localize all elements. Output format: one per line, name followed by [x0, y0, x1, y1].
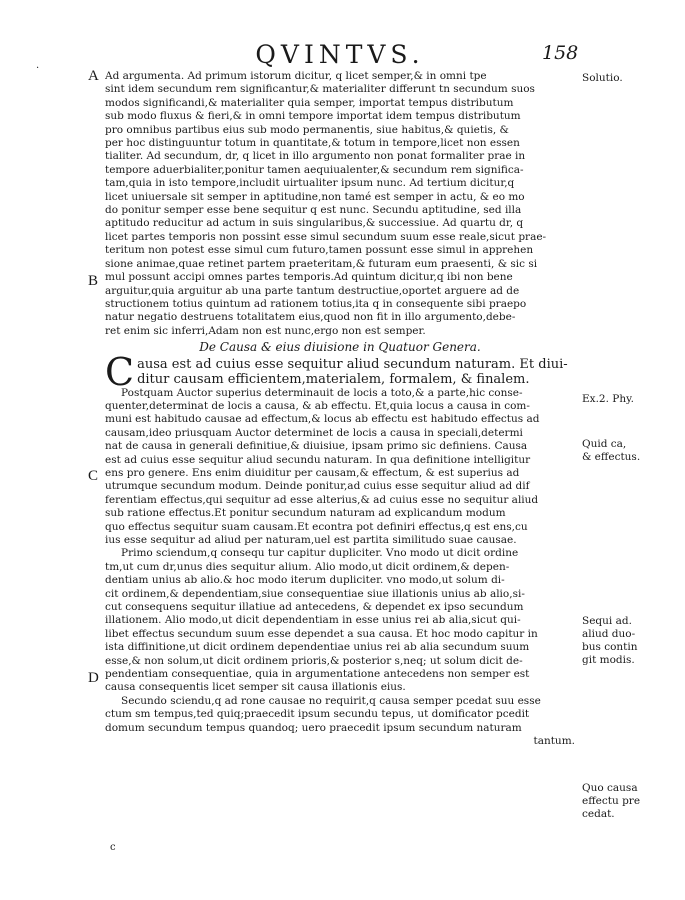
margin-note-quid-causa	[582, 438, 682, 464]
text-line: licet partes temporis non possint esse simul secundum suum esse reale,sicut prae-	[105, 230, 547, 243]
margin-note-line: Ex.2. Phy.	[582, 393, 634, 405]
text-line: structionem totius quintum ad rationem totius,ita q in consequente sibi praepo	[105, 297, 527, 310]
bottom-signature-mark: c	[110, 842, 116, 853]
text-line: quo effectus sequitur suam causam.Et econtra pot definiri effectus,q est ens,cu	[105, 520, 528, 533]
definition-line: ditur causam efficientem,materialem, formalem, & finalem.	[137, 371, 530, 387]
text-line: Ad argumenta. Ad primum istorum dicitur, q licet semper,& in omni tpe	[105, 70, 487, 82]
left-margin-dot: .	[36, 60, 40, 71]
text-line: quenter,determinat de locis a causa, & ab effectu. Et,quia locus a causa in com-	[105, 399, 530, 412]
drop-cap: C	[105, 349, 135, 394]
margin-note-line: Quo causa	[582, 782, 638, 794]
text-line: Primo sciendum,q consequ tur capitur dupliciter. Vno modo ut dicit ordine	[121, 547, 519, 560]
text-line: esse,& non solum,ut dicit ordinem prioris,& posterior s,neq; ut solum dicit de-	[105, 654, 523, 667]
text-line: ens pro genere. Ens enim diuiditur per causam,& effectum, & est superius ad	[105, 466, 520, 479]
text-line: libet effectus secundum suum esse dependet a sua causa. Et hoc modo capitur in	[105, 627, 538, 640]
text-line: sione animae,quae retinet partem praeteritam,& futuram eum praesenti, & sic si	[105, 257, 538, 270]
text-line: illationem. Alio modo,ut dicit dependentiam in esse unius rei ab alia,sicut qui-	[105, 614, 521, 627]
margin-note-line: Sequi ad.	[582, 615, 632, 627]
text-line: ctum sm tempus,ted quiq;praecedit ipsum secundu tepus, ut domificator pcedit	[105, 708, 530, 721]
margin-note-line: bus contin	[582, 641, 638, 653]
text-line: utrumque secundum modum. Deinde ponitur,ad cuius esse sequitur aliud ad dif	[105, 480, 530, 493]
margin-note-line: Solutio.	[582, 72, 623, 84]
paragraph-secundo-cont	[105, 708, 575, 748]
margin-note-line: cedat.	[582, 808, 615, 820]
text-line: teritum non potest esse simul cum futuro,tamen possunt esse simul in apprehen	[105, 244, 534, 257]
paragraph-argumenta	[105, 70, 575, 338]
text-line: arguitur,quia arguitur ab una parte tantum destructiue,oportet arguere ad de	[105, 284, 520, 297]
text-line: causam,ideo priusquam Auctor determinet de locis a causa in speciali,determi	[105, 426, 523, 439]
paragraph-postquam-cont	[105, 400, 575, 547]
definition-line: ausa est ad cuius esse sequitur aliud secundum naturam. Et diui-	[137, 356, 568, 372]
text-line: sint idem secundum rem significantur,& materialiter differunt tn secundum suos	[105, 83, 535, 96]
text-line: sub ratione effectus.Et ponitur secundum naturam ad explicandum modum	[105, 507, 506, 520]
text-line: ferentiam effectus,qui sequitur ad esse alterius,& ad cuius esse no sequitur aliud	[105, 493, 539, 506]
text-line: ret enim sic inferri,Adam non est nunc,ergo non est semper.	[105, 324, 426, 337]
margin-note-line: & effectus.	[582, 451, 641, 463]
text-line: pro omnibus partibus eius sub modo permanentis, siue habitus,& quietis, &	[105, 123, 509, 136]
page-number: 158	[542, 42, 579, 64]
text-line: per hoc distinguuntur totum in quantitate,& totum in tempore,licet non essen	[105, 137, 520, 150]
text-line: tam,quia in isto tempore,includit uirtualiter ipsum nunc. Ad tertium dicitur,q	[105, 177, 515, 190]
text-line: do ponitur semper esse bene sequitur q est nunc. Secundu aptitudine, sed illa	[105, 204, 522, 217]
text-line: tialiter. Ad secundum, dr, q licet in illo argumento non ponat formaliter prae in	[105, 150, 526, 163]
text-line: licet uniuersale sit semper in aptitudine,non tamé est semper in actu, & eo mo	[105, 190, 525, 203]
paragraph-primo-cont	[105, 561, 575, 695]
text-line: Postquam Auctor superius determinauit de locis a toto,& a parte,hic conse-	[121, 386, 523, 399]
margin-note-line: aliud duo-	[582, 628, 636, 640]
text-line: causa consequentis licet semper sit causa illationis eius.	[105, 681, 406, 694]
text-line: pendentiam consequentiae, quia in argumentatione antecedens non semper est	[105, 668, 530, 681]
paragraph-postquam	[105, 387, 575, 400]
text-line: cut consequens sequitur illatiue ad antecedens, & dependet ex ipso secundum	[105, 601, 524, 614]
section-marker-c: C	[88, 468, 99, 484]
running-head: QVINTVS.	[255, 40, 425, 69]
margin-note-line: git modis.	[582, 654, 635, 666]
main-text-column	[105, 70, 575, 749]
paragraph-secundo	[105, 695, 575, 708]
section-marker-d: D	[88, 670, 99, 686]
section-marker-a: A	[88, 68, 99, 84]
text-line: tm,ut cum dr,unus dies sequitur alium. Alio modo,ut dicit ordinem,& depen-	[105, 560, 510, 573]
margin-note-line: effectu pre	[582, 795, 641, 807]
text-line: Secundo sciendu,q ad rone causae no requirit,q causa semper pcedat suu esse	[121, 694, 541, 707]
margin-note-quo-causa	[582, 782, 682, 821]
text-line: nat de causa in generali definitiue,& diuisiue, ipsam primo sic definiens. Causa	[105, 440, 528, 453]
text-line: domum secundum tempus quandoq; uero praecedit ipsum secundum naturam	[105, 721, 522, 734]
text-line: cit ordinem,& dependentiam,siue consequentiae siue illationis unius ab alio,si-	[105, 587, 525, 600]
margin-note-sequi	[582, 615, 682, 667]
text-line: ius esse sequitur ad aliud per naturam,uel est partita similitudo suae causae.	[105, 534, 517, 546]
text-line: sub modo fluxus & fieri,& in omni tempore importat idem tempus distributum	[105, 110, 521, 123]
margin-note-line: Quid ca,	[582, 438, 627, 450]
paragraph-primo	[105, 547, 575, 560]
text-line: ista diffinitione,ut dicit ordinem dependentiae unius rei ab alia secundum suum	[105, 641, 530, 654]
text-line: aptitudo reducitur ad actum in suis singularibus,& successiue. Ad quartu dr, q	[105, 217, 524, 230]
margin-note-solutio	[582, 72, 682, 85]
text-line: tempore aduerbialiter,ponitur tamen aequiualenter,& secundum rem significa-	[105, 163, 524, 176]
section-marker-b: B	[88, 273, 99, 289]
section-title: De Causa & eius diuisione in Quatuor Genera.	[199, 340, 481, 355]
margin-note-physics-reference	[582, 393, 682, 406]
text-line: natur negatio destruens totalitatem eius,quod non fit in illo argumento,debe-	[105, 311, 516, 324]
text-line: mul possunt accipi omnes partes temporis.Ad quintum dicitur,q ibi non bene	[105, 271, 513, 284]
text-line: muni est habitudo causae ad effectum,& locus ab effectu est habitudo effectus ad	[105, 413, 540, 426]
text-line: tantum.	[533, 735, 575, 748]
text-line: est ad cuius esse sequitur aliud secundu naturam. In qua definitione intelligitur	[105, 453, 531, 466]
text-line: dentiam unius ab alio.& hoc modo iterum dupliciter. vno modo,ut solum di-	[105, 574, 505, 587]
text-line: modos significandi,& materialiter quia semper, importat tempus distributum	[105, 96, 514, 109]
